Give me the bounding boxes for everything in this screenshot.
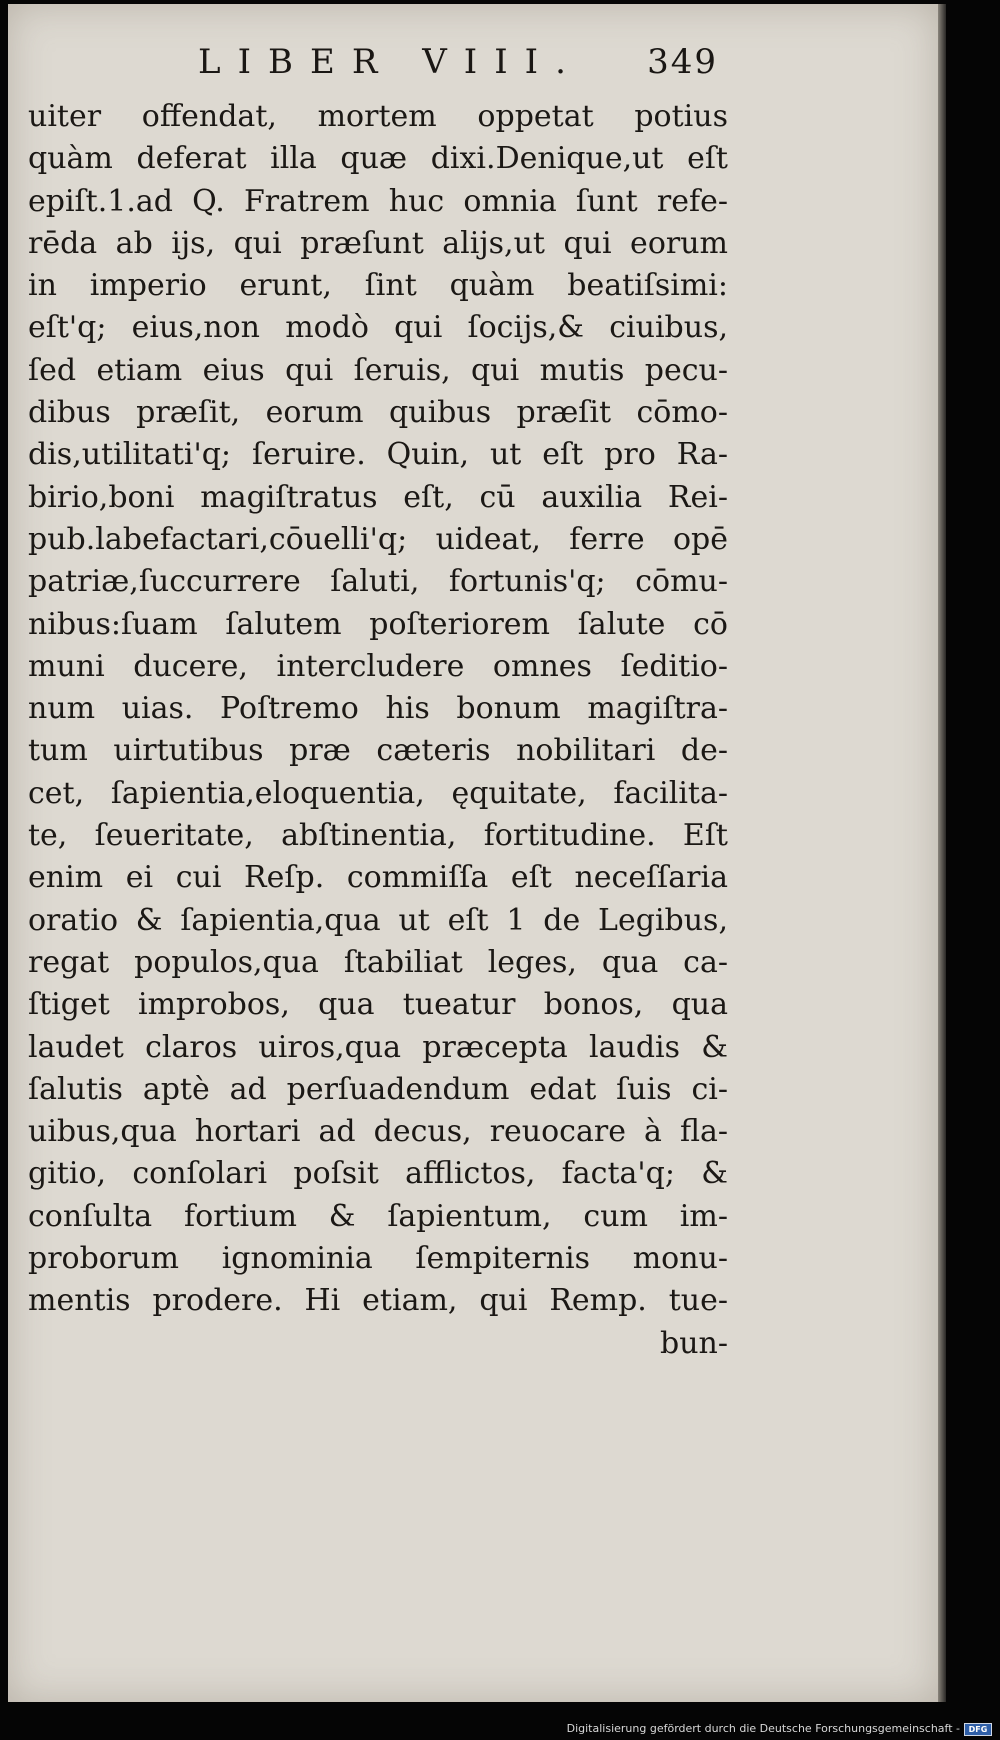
text-line: te, ſeueritate, abſtinentia, fortitudine. Eſt — [28, 818, 728, 854]
footer-bar — [0, 1720, 1000, 1740]
text-line: cet, ſapientia,eloquentia, ęquitate, facilita- — [28, 775, 728, 811]
text-line: ſtiget improbos, qua tueatur bonos, qua — [28, 987, 728, 1023]
text-line: uibus,qua hortari ad decus, reuocare à fla- — [28, 1114, 728, 1150]
text-line: uiter offendat, mortem oppetat potius — [28, 99, 728, 134]
text-line: proborum ignominia ſempiternis monu- — [28, 1241, 728, 1277]
running-head — [28, 42, 718, 90]
text-line: eſt'q; eius,non modò qui ſocijs,& ciuibus, — [28, 310, 728, 346]
text-line: enim ei cui Reſp. commiſſa eſt neceſſaria — [28, 860, 728, 896]
text-line: quàm deferat illa quæ dixi.Denique,ut eſt — [28, 141, 728, 177]
text-line: in imperio erunt, ſint quàm beatiſsimi: — [28, 268, 728, 304]
book-page — [8, 4, 938, 1702]
text-line: epiſt.1.ad Q. Fratrem huc omnia ſunt refe- — [28, 183, 728, 219]
text-line: pub.labefactari,cōuelli'q; uideat, ferre opē — [28, 521, 728, 557]
dfg-logo-text: DFG — [968, 1725, 988, 1734]
text-line: oratio & ſapientia,qua ut eſt 1 de Legibus, — [28, 902, 728, 938]
text-line: dis,utilitati'q; ſeruire. Quin, ut eſt pro Ra- — [28, 437, 728, 473]
text-line: gitio, conſolari poſsit afflictos, facta'q; & — [28, 1156, 728, 1192]
text-line: tum uirtutibus præ cæteris nobilitari de- — [28, 733, 728, 769]
text-line: dibus præſit, eorum quibus præſit cōmo- — [28, 395, 728, 431]
catchword: bun- — [660, 1325, 728, 1361]
text-line: conſulta fortium & ſapientum, cum im- — [28, 1198, 728, 1234]
text-line: rēda ab ijs, qui præſunt alijs,ut qui eorum — [28, 225, 728, 261]
dfg-logo-icon — [964, 1723, 992, 1736]
text-line: patriæ,ſuccurrere ſaluti, fortunis'q; cōmu- — [28, 564, 728, 600]
running-title: LIBER VIII. — [198, 42, 583, 82]
text-line: birio,boni magiſtratus eſt, cū auxilia Rei- — [28, 479, 728, 515]
text-line: regat populos,qua ſtabiliat leges, qua ca- — [28, 944, 728, 980]
page-number: 349 — [647, 42, 718, 82]
funding-credit: Digitalisierung gefördert durch die Deutsche Forschungsgemeinschaft - — [566, 1722, 960, 1735]
text-line: num uias. Poſtremo his bonum magiſtra- — [28, 691, 728, 727]
text-line: laudet claros uiros,qua præcepta laudis & — [28, 1029, 728, 1065]
text-line: nibus:ſuam ſalutem poſteriorem ſalute cō — [28, 606, 728, 642]
body-text — [28, 96, 728, 1365]
text-line: ſed etiam eius qui ſeruis, qui mutis pecu- — [28, 352, 728, 388]
text-line: mentis prodere. Hi etiam, qui Remp. tue- — [28, 1283, 728, 1319]
text-line: ſalutis aptè ad perſuadendum edat ſuis ci- — [28, 1071, 728, 1107]
text-line: muni ducere, intercludere omnes ſeditio- — [28, 648, 728, 684]
page-edge — [938, 4, 946, 1702]
